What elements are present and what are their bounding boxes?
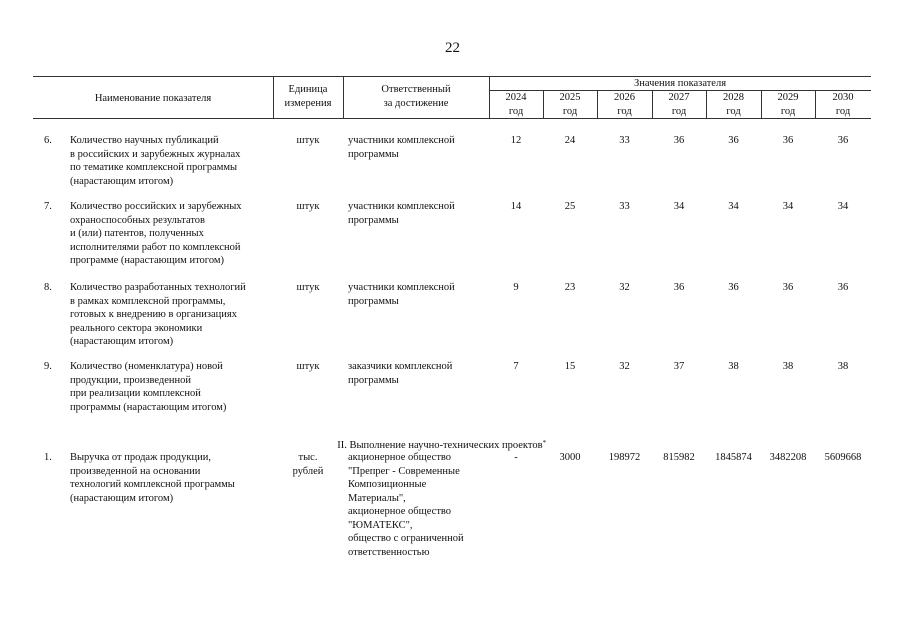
table-header-bottom-border	[33, 118, 871, 119]
value-2026: 32	[619, 282, 630, 293]
value-2026: 32	[619, 361, 630, 372]
row-name: Количество разработанных технологий в рамках комплексной программы, готовых к внедрению в организациях реального сектора экономики (нарастающим итогом)	[70, 282, 246, 347]
section-heading	[332, 425, 546, 452]
value-2024: 7	[513, 361, 519, 372]
value-2027: 36	[673, 282, 685, 293]
value-2028: 38	[728, 361, 739, 372]
header-name: Наименование показателя	[94, 93, 212, 104]
row-name: Количество (номенклатура) новой продукции, произведенной при реализации комплексной программы (нарастающим итогом)	[70, 361, 227, 413]
header-year-2024: 2024 год	[505, 92, 527, 117]
value-2026: 33	[619, 135, 630, 146]
row-name: Выручка от продаж продукции, произведенной на основании технологий комплексной программы (нарастающим итогом)	[70, 452, 235, 504]
value-2025: 24	[564, 135, 576, 146]
value-2027: 37	[673, 361, 685, 372]
header-year-2030: 2030 год	[832, 92, 854, 117]
value-2029: 36	[782, 282, 794, 293]
row-number: 7.	[44, 201, 52, 212]
row-responsible: участники комплексной программы	[348, 282, 455, 307]
header-unit: Единица измерения	[284, 84, 332, 109]
value-2030: 34	[837, 201, 849, 212]
value-2028: 36	[728, 135, 739, 146]
value-2028: 34	[728, 201, 739, 212]
value-2025: 15	[564, 361, 576, 372]
value-2028: 1845874	[715, 452, 752, 463]
value-2025: 25	[564, 201, 576, 212]
header-year-2028: 2028 год	[723, 92, 744, 117]
value-2029: 36	[782, 135, 794, 146]
row-number: 9.	[44, 361, 52, 372]
value-2024: 14	[510, 201, 522, 212]
row-number: 8.	[44, 282, 52, 293]
section-title: II. Выполнение научно-технических проектов	[337, 439, 543, 451]
row-name: Количество российских и зарубежных охраноспособных результатов и (или) патентов, полученных исполнителями работ по комплексной программе (нарастающим итогом)	[70, 201, 242, 266]
value-2029: 38	[782, 361, 794, 372]
value-2029: 34	[782, 201, 794, 212]
row-unit: штук	[296, 282, 320, 293]
row-number: 6.	[44, 135, 52, 146]
row-responsible: участники комплексной программы	[348, 135, 455, 160]
row-responsible: участники комплексной программы	[348, 201, 455, 226]
value-2025: 23	[564, 282, 576, 293]
value-2024: 9	[513, 282, 519, 293]
value-2030: 5609668	[824, 452, 862, 463]
value-2030: 36	[837, 135, 849, 146]
section-footnote-mark: *	[542, 438, 547, 447]
value-2027: 815982	[663, 452, 695, 463]
header-responsible: Ответственный за достижение	[381, 84, 451, 109]
page-number: 22	[445, 40, 460, 56]
value-2024: 12	[510, 135, 522, 146]
header-year-2026: 2026 год	[614, 92, 635, 117]
value-2027: 34	[673, 201, 685, 212]
header-values: Значения показателя	[633, 78, 727, 89]
row-unit: штук	[296, 135, 320, 146]
header-year-2029: 2029 год	[777, 92, 799, 117]
value-2026: 33	[619, 201, 630, 212]
row-unit: штук	[296, 201, 320, 212]
row-unit: штук	[296, 361, 320, 372]
value-2025: 3000	[559, 452, 581, 463]
value-2030: 36	[837, 282, 849, 293]
header-year-2027: 2027 год	[668, 92, 690, 117]
value-2027: 36	[673, 135, 685, 146]
row-responsible: акционерное общество "Препрег - Современные Композиционные Материалы", акционерное общество "ЮМАТЕКС", общество с ограниченной ответственностью	[348, 452, 464, 558]
row-name: Количество научных публикаций в российских и зарубежных журналах по тематике комплексной программы (нарастающим итогом)	[70, 135, 241, 187]
value-2029: 3482208	[769, 452, 807, 463]
header-year-2025: 2025 год	[559, 92, 581, 117]
row-unit: тыс. рублей	[292, 452, 324, 477]
value-2026: 198972	[608, 452, 641, 463]
value-2030: 38	[837, 361, 849, 372]
row-responsible: заказчики комплексной программы	[348, 361, 453, 386]
value-2024: -	[514, 452, 518, 463]
value-2028: 36	[728, 282, 739, 293]
row-number: 1.	[44, 452, 52, 463]
